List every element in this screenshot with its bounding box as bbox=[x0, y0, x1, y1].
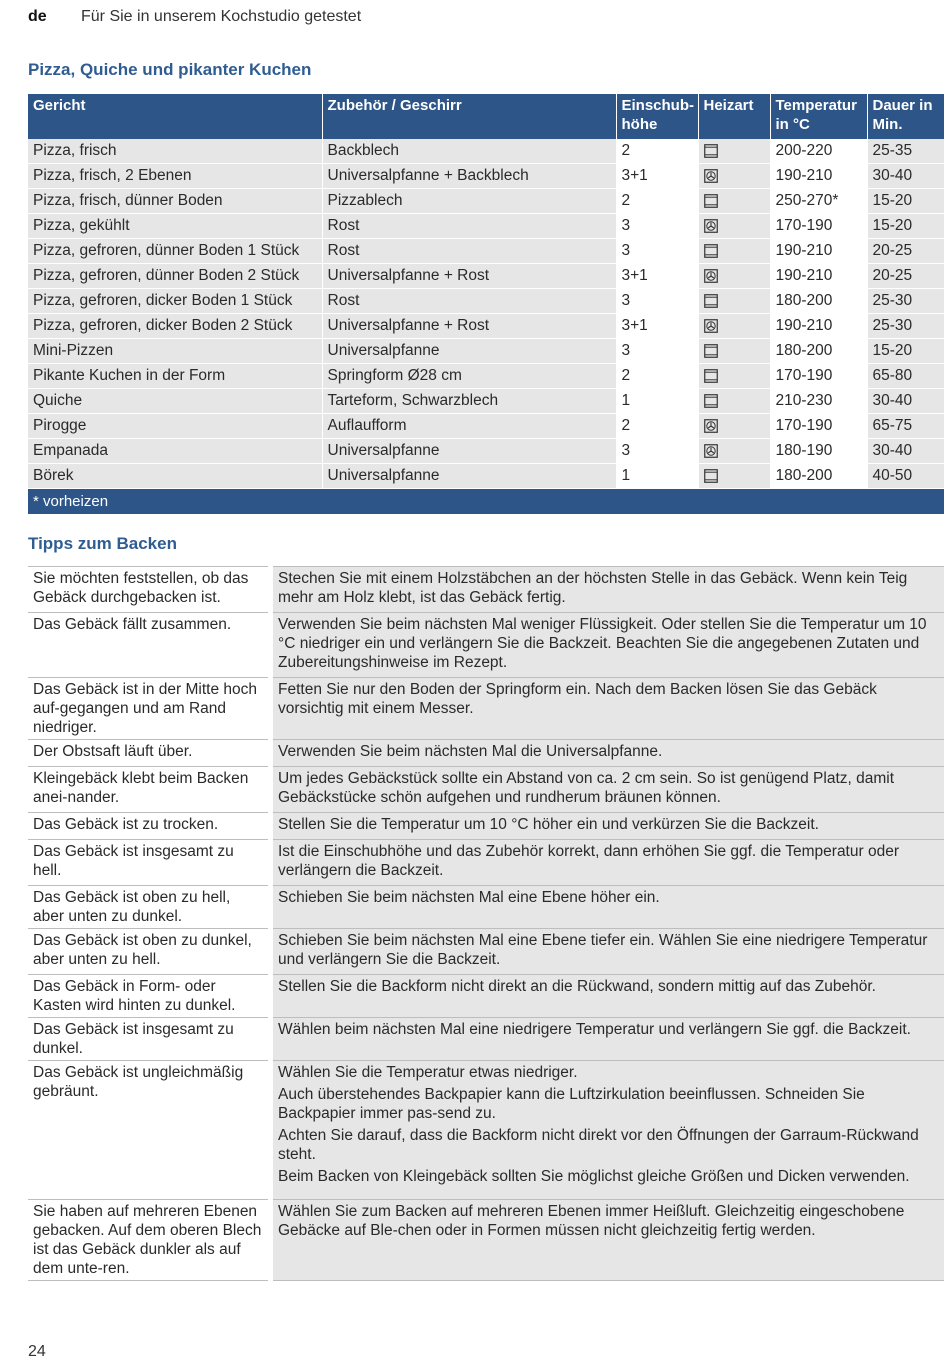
dish-cell: Pizza, gefroren, dicker Boden 2 Stück bbox=[28, 314, 322, 339]
heat-cell bbox=[698, 339, 770, 364]
tip-problem: Das Gebäck ist zu trocken. bbox=[28, 813, 271, 840]
table-row bbox=[28, 314, 944, 339]
tip-remedy bbox=[271, 767, 945, 813]
level-cell: 1 bbox=[616, 389, 698, 414]
remedy-paragraph: Wählen beim nächsten Mal eine niedrigere Temperatur und verlängern Sie ggf. die Backzeit. bbox=[278, 1021, 911, 1038]
dish-cell: Pizza, gekühlt bbox=[28, 214, 322, 239]
table-row bbox=[28, 364, 944, 389]
dish-cell: Pizza, frisch, 2 Ebenen bbox=[28, 164, 322, 189]
temp-cell: 210-230 bbox=[770, 389, 867, 414]
temp-cell: 170-190 bbox=[770, 364, 867, 389]
tip-problem: Das Gebäck ist in der Mitte hoch auf-gegangen und am Rand niedriger. bbox=[28, 678, 271, 740]
temp-cell: 190-210 bbox=[770, 264, 867, 289]
time-cell: 15-20 bbox=[867, 189, 944, 214]
level-cell: 3+1 bbox=[616, 264, 698, 289]
time-cell: 30-40 bbox=[867, 164, 944, 189]
hot-air-icon bbox=[704, 169, 718, 183]
table-row bbox=[28, 339, 944, 364]
level-cell: 3+1 bbox=[616, 164, 698, 189]
tip-problem: Das Gebäck ist oben zu dunkel, aber unten zu hell. bbox=[28, 929, 271, 975]
tip-row bbox=[28, 740, 944, 767]
remedy-paragraph: Auch überstehendes Backpapier kann die Luftzirkulation beeinflussen. Schneiden Sie Backpapier immer pas-send zu. bbox=[278, 1086, 865, 1122]
table-row bbox=[28, 164, 944, 189]
page-header bbox=[28, 8, 362, 26]
level-cell: 3 bbox=[616, 214, 698, 239]
column-header: Zubehör / Geschirr bbox=[322, 94, 616, 139]
hot-air-icon bbox=[704, 219, 718, 233]
accessory-cell: Pizzablech bbox=[322, 189, 616, 214]
tip-remedy bbox=[271, 1061, 945, 1200]
table-row bbox=[28, 189, 944, 214]
tip-row bbox=[28, 929, 944, 975]
table-row bbox=[28, 214, 944, 239]
time-cell: 65-80 bbox=[867, 364, 944, 389]
tips-table bbox=[28, 566, 944, 1281]
time-cell: 65-75 bbox=[867, 414, 944, 439]
tip-remedy bbox=[271, 613, 945, 678]
tip-remedy bbox=[271, 975, 945, 1018]
remedy-paragraph: Stellen Sie die Temperatur um 10 °C höher ein und verkürzen Sie die Backzeit. bbox=[278, 816, 819, 833]
top-bottom-heat-icon bbox=[704, 194, 718, 208]
heat-cell bbox=[698, 239, 770, 264]
temp-cell: 250-270* bbox=[770, 189, 867, 214]
tip-problem: Sie haben auf mehreren Ebenen gebacken. Auf dem oberen Blech ist das Gebäck dunkler als auf dem unte-ren. bbox=[28, 1200, 271, 1281]
dish-cell: Pizza, frisch bbox=[28, 139, 322, 164]
heat-cell bbox=[698, 464, 770, 489]
header-title: Für Sie in unserem Kochstudio getestet bbox=[81, 8, 362, 25]
tip-remedy bbox=[271, 840, 945, 886]
tip-problem: Das Gebäck ist ungleichmäßig gebräunt. bbox=[28, 1061, 271, 1200]
table-row bbox=[28, 439, 944, 464]
tip-row bbox=[28, 567, 944, 613]
time-cell: 25-30 bbox=[867, 289, 944, 314]
remedy-paragraph: Wählen Sie zum Backen auf mehreren Ebenen immer Heißluft. Gleichzeitig eingeschobene Gebäcke auf Ble-chen oder in Formen müssen nicht gleichzeitig fertig werden. bbox=[278, 1203, 905, 1239]
top-bottom-heat-icon bbox=[704, 469, 718, 483]
remedy-paragraph: Stellen Sie die Backform nicht direkt an die Rückwand, sondern mittig auf das Zubehör. bbox=[278, 978, 876, 995]
accessory-cell: Universalpfanne bbox=[322, 339, 616, 364]
tip-row bbox=[28, 1018, 944, 1061]
hot-air-icon bbox=[704, 419, 718, 433]
column-header: Temperatur in °C bbox=[770, 94, 867, 139]
pizza-table bbox=[28, 94, 945, 515]
time-cell: 25-35 bbox=[867, 139, 944, 164]
accessory-cell: Universalpfanne + Backblech bbox=[322, 164, 616, 189]
table-row bbox=[28, 139, 944, 164]
tip-row bbox=[28, 840, 944, 886]
accessory-cell: Tarteform, Schwarzblech bbox=[322, 389, 616, 414]
tip-remedy bbox=[271, 678, 945, 740]
tip-row bbox=[28, 813, 944, 840]
remedy-paragraph: Achten Sie darauf, dass die Backform nicht direkt vor den Öffnungen der Garraum-Rückwand steht. bbox=[278, 1127, 919, 1163]
tip-remedy bbox=[271, 929, 945, 975]
temp-cell: 190-210 bbox=[770, 164, 867, 189]
temp-cell: 190-210 bbox=[770, 239, 867, 264]
dish-cell: Pizza, frisch, dünner Boden bbox=[28, 189, 322, 214]
table-row bbox=[28, 464, 944, 489]
level-cell: 2 bbox=[616, 139, 698, 164]
tip-row bbox=[28, 767, 944, 813]
dish-cell: Mini-Pizzen bbox=[28, 339, 322, 364]
dish-cell: Pizza, gefroren, dicker Boden 1 Stück bbox=[28, 289, 322, 314]
hot-air-icon bbox=[704, 269, 718, 283]
temp-cell: 170-190 bbox=[770, 414, 867, 439]
top-bottom-heat-icon bbox=[704, 369, 718, 383]
level-cell: 3 bbox=[616, 439, 698, 464]
accessory-cell: Universalpfanne + Rost bbox=[322, 264, 616, 289]
table-row bbox=[28, 264, 944, 289]
level-cell: 1 bbox=[616, 464, 698, 489]
remedy-paragraph: Schieben Sie beim nächsten Mal eine Ebene tiefer ein. Wählen Sie eine niedrigere Temperatur und verlängern Sie die Backzeit. bbox=[278, 932, 928, 968]
temp-cell: 170-190 bbox=[770, 214, 867, 239]
level-cell: 2 bbox=[616, 189, 698, 214]
time-cell: 20-25 bbox=[867, 239, 944, 264]
level-cell: 3 bbox=[616, 289, 698, 314]
time-cell: 15-20 bbox=[867, 339, 944, 364]
tip-remedy bbox=[271, 1018, 945, 1061]
level-cell: 3 bbox=[616, 239, 698, 264]
dish-cell: Pikante Kuchen in der Form bbox=[28, 364, 322, 389]
temp-cell: 200-220 bbox=[770, 139, 867, 164]
accessory-cell: Universalpfanne bbox=[322, 439, 616, 464]
dish-cell: Empanada bbox=[28, 439, 322, 464]
accessory-cell: Universalpfanne + Rost bbox=[322, 314, 616, 339]
table-header-row bbox=[28, 94, 944, 139]
tip-row bbox=[28, 1200, 944, 1281]
time-cell: 40-50 bbox=[867, 464, 944, 489]
time-cell: 30-40 bbox=[867, 439, 944, 464]
accessory-cell: Universalpfanne bbox=[322, 464, 616, 489]
heat-cell bbox=[698, 364, 770, 389]
tip-row bbox=[28, 886, 944, 929]
heat-cell bbox=[698, 139, 770, 164]
heat-cell bbox=[698, 414, 770, 439]
table-row bbox=[28, 239, 944, 264]
tip-problem: Das Gebäck ist insgesamt zu dunkel. bbox=[28, 1018, 271, 1061]
time-cell: 15-20 bbox=[867, 214, 944, 239]
column-header: Einschub- höhe bbox=[616, 94, 698, 139]
tip-problem: Das Gebäck ist oben zu hell, aber unten zu dunkel. bbox=[28, 886, 271, 929]
top-bottom-heat-icon bbox=[704, 144, 718, 158]
level-cell: 3+1 bbox=[616, 314, 698, 339]
accessory-cell: Rost bbox=[322, 214, 616, 239]
dish-cell: Pizza, gefroren, dünner Boden 2 Stück bbox=[28, 264, 322, 289]
accessory-cell: Auflaufform bbox=[322, 414, 616, 439]
heat-cell bbox=[698, 264, 770, 289]
footnote-row bbox=[28, 489, 944, 515]
section-title-pizza: Pizza, Quiche und pikanter Kuchen bbox=[28, 60, 312, 79]
tip-remedy bbox=[271, 813, 945, 840]
top-bottom-heat-icon bbox=[704, 294, 718, 308]
tip-problem: Das Gebäck ist insgesamt zu hell. bbox=[28, 840, 271, 886]
dish-cell: Pizza, gefroren, dünner Boden 1 Stück bbox=[28, 239, 322, 264]
remedy-paragraph: Wählen Sie die Temperatur etwas niedriger. bbox=[278, 1064, 578, 1081]
table-row bbox=[28, 289, 944, 314]
time-cell: 30-40 bbox=[867, 389, 944, 414]
hot-air-icon bbox=[704, 444, 718, 458]
remedy-paragraph: Ist die Einschubhöhe und das Zubehör korrekt, dann erhöhen Sie ggf. die Temperatur oder verlängern die Backzeit. bbox=[278, 843, 899, 879]
top-bottom-heat-icon bbox=[704, 394, 718, 408]
table-row bbox=[28, 414, 944, 439]
accessory-cell: Rost bbox=[322, 239, 616, 264]
heat-cell bbox=[698, 289, 770, 314]
remedy-paragraph: Fetten Sie nur den Boden der Springform ein. Nach dem Backen lösen Sie das Gebäck vorsichtig mit einem Messer. bbox=[278, 681, 877, 717]
heat-cell bbox=[698, 389, 770, 414]
level-cell: 3 bbox=[616, 339, 698, 364]
temp-cell: 180-200 bbox=[770, 289, 867, 314]
dish-cell: Börek bbox=[28, 464, 322, 489]
tip-remedy bbox=[271, 1200, 945, 1281]
accessory-cell: Rost bbox=[322, 289, 616, 314]
remedy-paragraph: Verwenden Sie beim nächsten Mal die Universalpfanne. bbox=[278, 743, 663, 760]
tip-row bbox=[28, 975, 944, 1018]
column-header: Gericht bbox=[28, 94, 322, 139]
temp-cell: 180-200 bbox=[770, 464, 867, 489]
time-cell: 25-30 bbox=[867, 314, 944, 339]
heat-cell bbox=[698, 314, 770, 339]
top-bottom-heat-icon bbox=[704, 244, 718, 258]
tip-row bbox=[28, 1061, 944, 1200]
language-code: de bbox=[28, 8, 47, 25]
remedy-paragraph: Verwenden Sie beim nächsten Mal weniger Flüssigkeit. Oder stellen Sie die Temperatur um 10 °C niedriger ein und verlängern Sie die Backzeit. Beachten Sie die angegebenen Zutaten und Zubereitungshinweise im Rezept. bbox=[278, 616, 927, 671]
column-header: Dauer in Min. bbox=[867, 94, 944, 139]
column-header: Heizart bbox=[698, 94, 770, 139]
dish-cell: Quiche bbox=[28, 389, 322, 414]
tip-remedy bbox=[271, 886, 945, 929]
accessory-cell: Springform Ø28 cm bbox=[322, 364, 616, 389]
page-number: 24 bbox=[28, 1343, 46, 1360]
remedy-paragraph: Schieben Sie beim nächsten Mal eine Ebene höher ein. bbox=[278, 889, 660, 906]
tip-remedy bbox=[271, 740, 945, 767]
accessory-cell: Backblech bbox=[322, 139, 616, 164]
top-bottom-heat-icon bbox=[704, 344, 718, 358]
table-row bbox=[28, 389, 944, 414]
remedy-paragraph: Beim Backen von Kleingebäck sollten Sie möglichst gleiche Größen und Dicken verwenden. bbox=[278, 1168, 910, 1185]
tip-row bbox=[28, 613, 944, 678]
tip-problem: Das Gebäck in Form- oder Kasten wird hinten zu dunkel. bbox=[28, 975, 271, 1018]
remedy-paragraph: Stechen Sie mit einem Holzstäbchen an der höchsten Stelle in das Gebäck. Wenn kein Teig mehr am Holz klebt, ist das Gebäck fertig. bbox=[278, 570, 908, 606]
hot-air-icon bbox=[704, 319, 718, 333]
temp-cell: 180-200 bbox=[770, 339, 867, 364]
footnote: * vorheizen bbox=[28, 489, 944, 515]
heat-cell bbox=[698, 439, 770, 464]
temp-cell: 180-190 bbox=[770, 439, 867, 464]
temp-cell: 190-210 bbox=[770, 314, 867, 339]
tip-problem: Sie möchten feststellen, ob das Gebäck durchgebacken ist. bbox=[28, 567, 271, 613]
level-cell: 2 bbox=[616, 364, 698, 389]
tip-problem: Der Obstsaft läuft über. bbox=[28, 740, 271, 767]
section-title-tips: Tipps zum Backen bbox=[28, 534, 177, 553]
tip-row bbox=[28, 678, 944, 740]
tip-remedy bbox=[271, 567, 945, 613]
tip-problem: Das Gebäck fällt zusammen. bbox=[28, 613, 271, 678]
heat-cell bbox=[698, 214, 770, 239]
level-cell: 2 bbox=[616, 414, 698, 439]
heat-cell bbox=[698, 189, 770, 214]
heat-cell bbox=[698, 164, 770, 189]
tip-problem: Kleingebäck klebt beim Backen anei-nander. bbox=[28, 767, 271, 813]
dish-cell: Pirogge bbox=[28, 414, 322, 439]
remedy-paragraph: Um jedes Gebäckstück sollte ein Abstand von ca. 2 cm sein. So ist genügend Platz, damit Gebäckstücke schön aufgehen und rundherum bräunen können. bbox=[278, 770, 895, 806]
time-cell: 20-25 bbox=[867, 264, 944, 289]
